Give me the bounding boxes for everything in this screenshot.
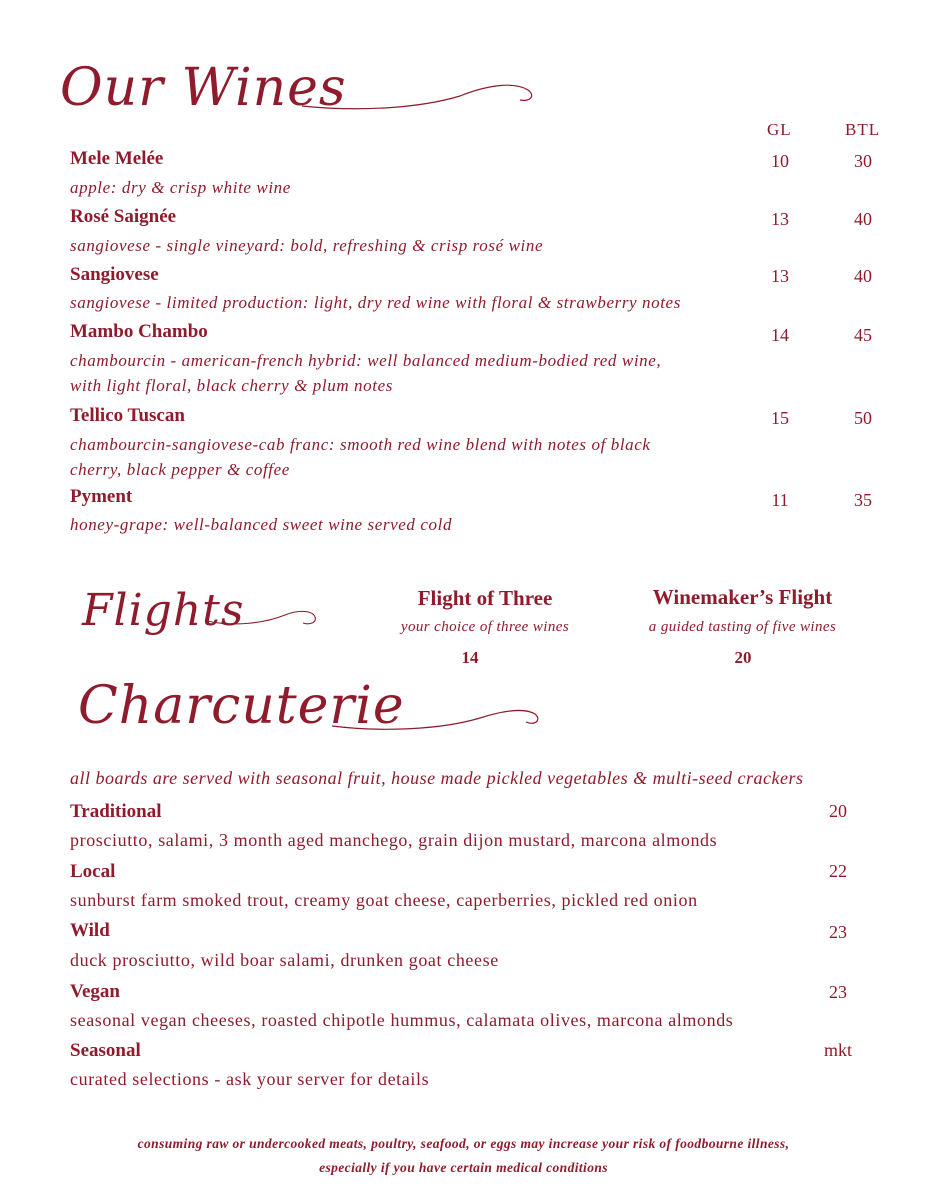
wines-title-swash xyxy=(300,78,540,118)
wine-desc: chambourcin-sangiovese-cab franc: smooth red wine blend with notes of black cherry, black pepper & coffee xyxy=(70,435,651,479)
col-header-bottle: BTL xyxy=(845,120,881,139)
wine-desc: sangiovese - single vineyard: bold, refreshing & crisp rosé wine xyxy=(70,236,544,255)
board-desc: curated selections - ask your server for details xyxy=(70,1069,430,1089)
flights-title: Flights xyxy=(82,585,245,636)
wine-price-bottle: 35 xyxy=(854,490,872,510)
board-desc: seasonal vegan cheeses, roasted chipotle hummus, calamata olives, marcona almonds xyxy=(70,1010,734,1030)
board-name: Vegan xyxy=(70,981,120,1002)
board-price: mkt xyxy=(823,1040,852,1060)
wine-price-bottle: 30 xyxy=(854,151,872,171)
board-price: 23 xyxy=(829,982,847,1002)
board-desc: duck prosciutto, wild boar salami, drunken goat cheese xyxy=(70,950,499,970)
flight-price: 20 xyxy=(734,648,752,667)
charcuterie-intro: all boards are served with seasonal fruit, house made pickled vegetables & multi-seed crackers xyxy=(70,768,804,788)
wine-price-glass: 11 xyxy=(771,490,789,510)
board-desc: sunburst farm smoked trout, creamy goat cheese, caperberries, pickled red onion xyxy=(70,890,698,910)
wine-price-bottle: 50 xyxy=(854,408,872,428)
food-safety-line-1: consuming raw or undercooked meats, poultry, seafood, or eggs may increase your risk of foodbourne illness, xyxy=(137,1136,790,1151)
board-desc: prosciutto, salami, 3 month aged manchego, grain dijon mustard, marcona almonds xyxy=(70,830,718,850)
food-safety-line-2: especially if you have certain medical conditions xyxy=(319,1160,608,1175)
wine-name: Pyment xyxy=(70,486,133,507)
flight-name: Winemaker’s Flight xyxy=(652,585,833,609)
board-name: Local xyxy=(70,861,116,882)
food-safety-notice xyxy=(0,1132,927,1180)
wine-desc: chambourcin - american-french hybrid: well balanced medium-bodied red wine, with light floral, black cherry & plum notes xyxy=(70,351,662,395)
charcuterie-title-swash xyxy=(330,700,550,740)
board-name: Wild xyxy=(70,920,110,941)
wine-name: Sangiovese xyxy=(70,264,159,285)
charcuterie-title: Charcuterie xyxy=(78,676,405,736)
flight-name: Flight of Three xyxy=(417,586,553,610)
wine-price-glass: 13 xyxy=(771,266,789,286)
flights-title-swash xyxy=(205,605,325,635)
wine-name: Mambo Chambo xyxy=(70,321,208,342)
wine-desc: apple: dry & crisp white wine xyxy=(70,178,291,197)
wine-price-glass: 13 xyxy=(771,209,789,229)
board-price: 22 xyxy=(829,861,847,881)
wine-name: Tellico Tuscan xyxy=(70,405,185,426)
board-price: 23 xyxy=(829,922,847,942)
wine-price-glass: 15 xyxy=(771,408,789,428)
wine-price-bottle: 45 xyxy=(854,325,872,345)
col-header-glass: GL xyxy=(767,120,792,139)
wine-price-glass: 10 xyxy=(771,151,789,171)
flight-desc: a guided tasting of five wines xyxy=(648,619,837,635)
wine-price-bottle: 40 xyxy=(854,266,872,286)
wine-price-glass: 14 xyxy=(771,325,789,345)
wine-price-bottle: 40 xyxy=(854,209,872,229)
wine-desc: sangiovese - limited production: light, dry red wine with floral & strawberry notes xyxy=(70,293,681,312)
wine-name: Rosé Saignée xyxy=(70,206,177,227)
board-name: Seasonal xyxy=(70,1040,141,1061)
wine-name: Mele Melée xyxy=(70,148,164,169)
flight-price: 14 xyxy=(461,648,479,667)
flight-desc: your choice of three wines xyxy=(400,619,570,635)
board-price: 20 xyxy=(829,801,847,821)
board-name: Traditional xyxy=(70,801,162,822)
wine-desc: honey-grape: well-balanced sweet wine served cold xyxy=(70,515,453,534)
wines-title: Our Wines xyxy=(60,58,347,118)
